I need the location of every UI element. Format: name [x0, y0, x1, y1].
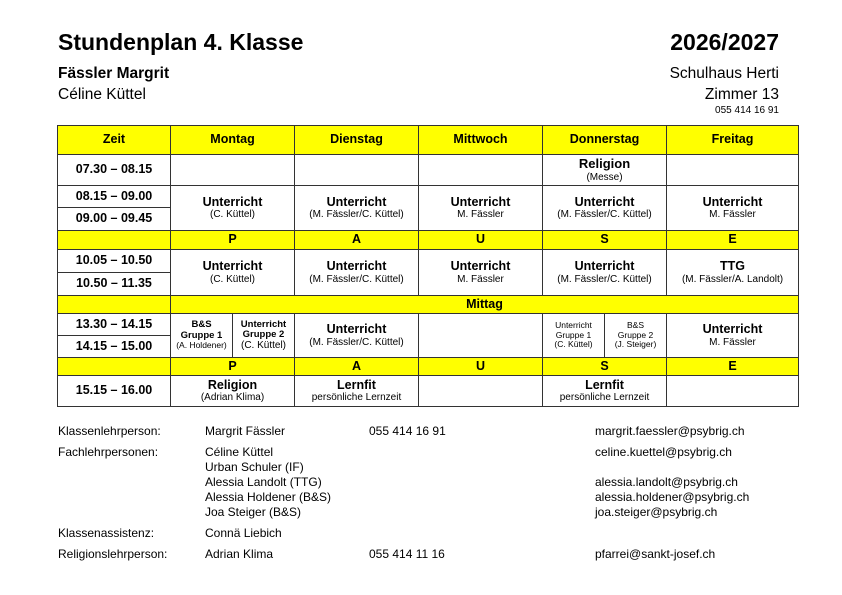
lesson-teacher: (M. Fässler/C. Küttel): [309, 209, 404, 221]
klassen-name: Margrit Fässler: [205, 424, 286, 438]
lesson-cell: [667, 250, 799, 296]
lesson-teacher: M. Fässler: [709, 209, 756, 221]
lesson-title: Unterricht: [326, 322, 387, 337]
lesson-cell: [543, 250, 667, 296]
reli-email: pfarrei@sankt-josef.ch: [595, 547, 716, 561]
school-phone: 055 414 16 91: [715, 105, 779, 116]
lesson-cell: [171, 250, 295, 296]
lesson-teacher: (A. Holdener): [176, 340, 227, 351]
reli-name: Adrian Klima: [205, 547, 274, 561]
lesson-note: (Messe): [586, 171, 623, 183]
klassen-label: Klassenlehrperson:: [58, 424, 161, 438]
time-cell: 15.15 – 16.00: [58, 376, 171, 407]
klassen-phone: 055 414 16 91: [369, 424, 446, 438]
fach-email: joa.steiger@psybrig.ch: [595, 505, 718, 519]
pause-letter: P: [171, 358, 295, 376]
assist-label: Klassenassistenz:: [58, 526, 155, 540]
fach-email: celine.kuettel@psybrig.ch: [595, 445, 732, 459]
time-cell: 14.15 – 15.00: [58, 336, 171, 358]
time-cell: 09.00 – 09.45: [58, 208, 171, 231]
empty-cell: [58, 231, 171, 250]
lunch-row: [58, 296, 799, 314]
lesson-cell: [171, 376, 295, 407]
pause-letter: A: [295, 231, 419, 250]
table-row: [58, 314, 799, 336]
time-cell: 08.15 – 09.00: [58, 186, 171, 208]
lesson-title: Unterricht: [574, 259, 635, 274]
fach-label: Fachlehrpersonen:: [58, 445, 159, 459]
lesson-cell: [171, 314, 233, 358]
pause-letter: P: [171, 231, 295, 250]
lesson-title: Unterricht: [702, 322, 763, 337]
fach-name: Alessia Landolt (TTG): [205, 475, 322, 489]
header-row: [58, 126, 799, 155]
empty-cell: [419, 314, 543, 358]
lesson-title: Unterricht: [202, 259, 263, 274]
lesson-teacher: (M. Fässler/C. Küttel): [557, 209, 652, 221]
col-header-montag: Montag: [171, 126, 295, 155]
lesson-teacher: (C. Küttel): [209, 273, 255, 285]
lesson-title: Lernfit: [337, 377, 376, 392]
lesson-cell: [543, 314, 605, 358]
time-cell: 07.30 – 08.15: [58, 155, 171, 186]
lesson-cell: [295, 376, 419, 407]
fach-email: alessia.landolt@psybrig.ch: [595, 475, 738, 489]
lesson-cell: [295, 186, 419, 231]
lesson-teacher: (J. Steiger): [614, 339, 657, 350]
table-row: [58, 155, 799, 186]
lesson-group: Gruppe 1: [555, 329, 592, 340]
lesson-cell: [419, 186, 543, 231]
lesson-teacher: (M. Fässler/C. Küttel): [557, 273, 652, 285]
lesson-cell: [543, 376, 667, 407]
lesson-title: TTG: [720, 259, 746, 274]
lesson-cell: [171, 186, 295, 231]
lesson-teacher: M. Fässler: [457, 209, 504, 221]
school-year: 2026/2027: [670, 29, 779, 55]
klassen-email: margrit.faessler@psybrig.ch: [595, 424, 745, 438]
lesson-title: Unterricht: [450, 259, 511, 274]
lesson-title: Unterricht: [202, 194, 263, 209]
pause-row: [58, 358, 799, 376]
pause-letter: A: [295, 358, 419, 376]
fach-name: Alessia Holdener (B&S): [205, 490, 332, 504]
time-cell: 10.05 – 10.50: [58, 250, 171, 273]
lesson-teacher: M. Fässler: [457, 273, 504, 285]
col-header-freitag: Freitag: [667, 126, 799, 155]
pause-letter: U: [419, 231, 543, 250]
lesson-teacher: (C. Küttel): [554, 339, 593, 350]
lesson-title: Unterricht: [450, 194, 511, 209]
lesson-cell: [295, 314, 419, 358]
lesson-note: persönliche Lernzeit: [311, 392, 402, 404]
page-title: Stundenplan 4. Klasse: [58, 29, 304, 55]
empty-cell: [295, 155, 419, 186]
time-cell: 10.50 – 11.35: [58, 273, 171, 296]
lesson-teacher: (M. Fässler/C. Küttel): [309, 273, 404, 285]
lesson-cell: [667, 314, 799, 358]
fach-name: Céline Küttel: [205, 445, 274, 459]
fach-email: alessia.holdener@psybrig.ch: [595, 490, 750, 504]
lesson-group: Gruppe 2: [617, 329, 654, 340]
time-cell: 13.30 – 14.15: [58, 314, 171, 336]
lesson-group: Gruppe 1: [180, 329, 223, 341]
room-number: Zimmer 13: [704, 86, 779, 103]
lesson-title: Religion: [578, 156, 631, 172]
col-header-dienstag: Dienstag: [295, 126, 419, 155]
lesson-teacher: M. Fässler: [709, 336, 756, 348]
pause-letter: E: [667, 358, 799, 376]
lesson-title: B&S: [191, 319, 212, 331]
fach-name: Urban Schuler (IF): [205, 460, 304, 474]
lesson-group: Gruppe 2: [242, 329, 285, 340]
lesson-teacher: (M. Fässler/C. Küttel): [309, 336, 404, 348]
lesson-cell: [605, 314, 667, 358]
empty-cell: [419, 376, 543, 407]
pause-row: [58, 231, 799, 250]
lesson-title: Unterricht: [555, 320, 592, 331]
lesson-title: Unterricht: [240, 318, 287, 330]
table-row: [58, 186, 799, 208]
pause-letter: U: [419, 358, 543, 376]
lesson-title: Unterricht: [326, 259, 387, 274]
table-row: [58, 376, 799, 407]
school-name: Schulhaus Herti: [669, 65, 779, 82]
empty-cell: [171, 155, 295, 186]
lesson-title: B&S: [627, 320, 645, 331]
lesson-cell: [233, 314, 295, 358]
lesson-title: Unterricht: [326, 194, 387, 209]
pause-letter: E: [667, 231, 799, 250]
col-header-mittwoch: Mittwoch: [419, 126, 543, 155]
lesson-teacher: (M. Fässler/A. Landolt): [681, 273, 784, 285]
table-row: [58, 250, 799, 273]
assist-name: Connä Liebich: [205, 526, 282, 540]
empty-cell: [58, 358, 171, 376]
empty-cell: [419, 155, 543, 186]
col-header-zeit: Zeit: [58, 126, 171, 155]
pause-letter: S: [543, 231, 667, 250]
main-teacher: Fässler Margrit: [58, 65, 170, 82]
lesson-teacher: (C. Küttel): [240, 340, 286, 352]
reli-phone: 055 414 11 16: [369, 547, 445, 561]
lesson-note: persönliche Lernzeit: [559, 392, 650, 404]
lesson-cell: [543, 186, 667, 231]
lunch-label: Mittag: [171, 296, 799, 314]
lesson-title: Unterricht: [574, 194, 635, 209]
empty-cell: [667, 155, 799, 186]
empty-cell: [667, 376, 799, 407]
second-teacher: Céline Küttel: [58, 86, 146, 103]
lesson-cell: [667, 186, 799, 231]
pause-letter: S: [543, 358, 667, 376]
schedule-table: [57, 125, 799, 407]
lesson-title: Unterricht: [702, 194, 763, 209]
lesson-cell: [543, 155, 667, 186]
lesson-title: Religion: [207, 377, 258, 392]
reli-label: Religionslehrperson:: [58, 547, 168, 561]
lesson-cell: [419, 250, 543, 296]
lesson-title: Lernfit: [585, 377, 624, 392]
lesson-teacher: (Adrian Klima): [200, 392, 265, 404]
col-header-donnerstag: Donnerstag: [543, 126, 667, 155]
fach-name: Joa Steiger (B&S): [205, 505, 302, 519]
lesson-teacher: (C. Küttel): [209, 209, 255, 221]
empty-cell: [58, 296, 171, 314]
lesson-cell: [295, 250, 419, 296]
